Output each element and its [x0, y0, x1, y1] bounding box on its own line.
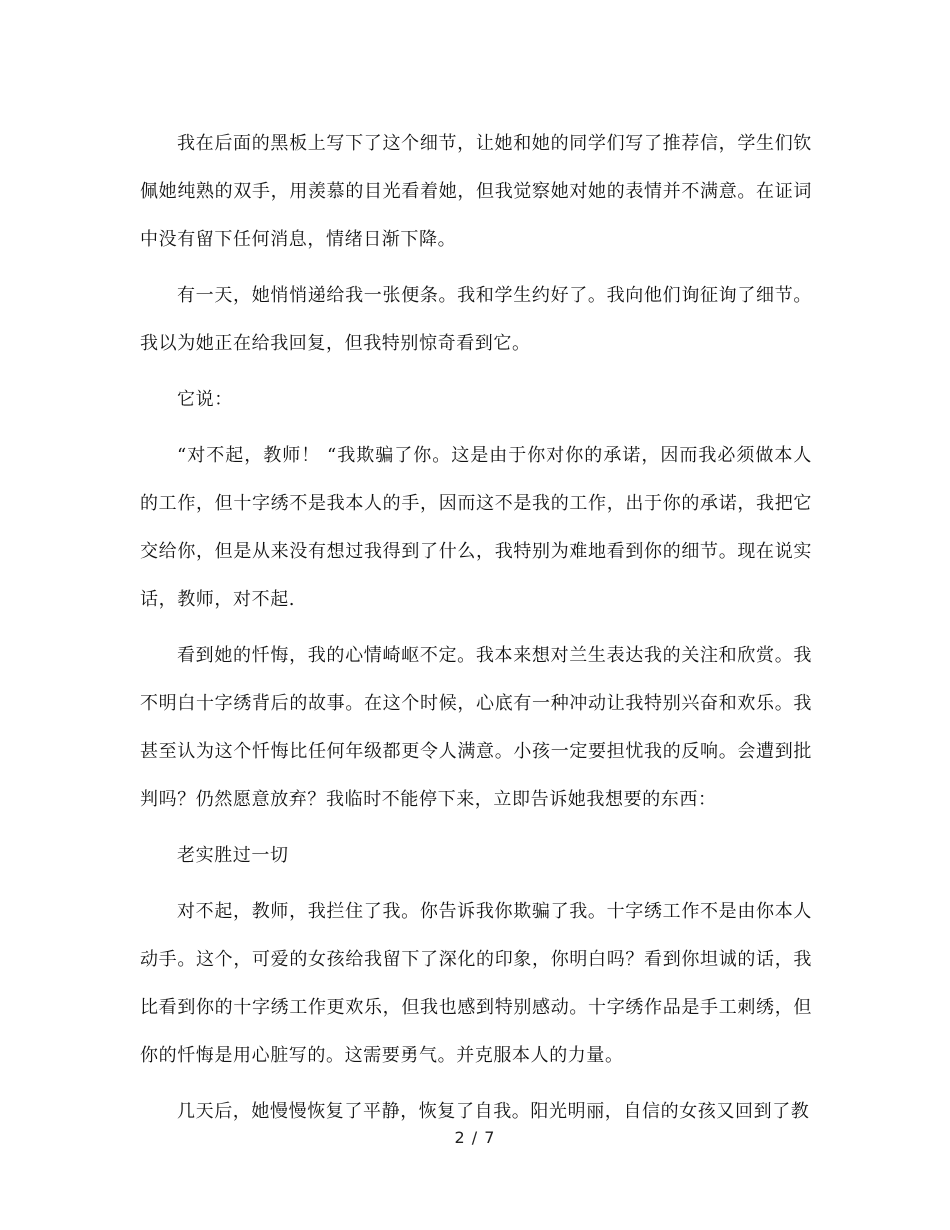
- document-body: [140, 120, 812, 1144]
- paragraph-4-quote: “对不起，教师！ “我欺骗了你。这是由于你对你的承诺，因而我必须做本人的工作，但十字绣不是我本人的手，因而这不是我的工作，出于你的承诺，我把它交给你，但是从来没有想过我得到了什么，我特别为难地看到你的细节。现在说实话，教师，对不起.: [140, 445, 812, 610]
- paragraph-8: 几天后，她慢慢恢复了平静，恢复了自我。阳光明丽，自信的女孩又回到了教: [177, 1101, 810, 1122]
- paragraph-5: 看到她的忏悔，我的心情崎岖不定。我本来想对兰生表达我的关注和欣赏。我不明白十字绣背后的故事。在这个时候，心底有一种冲动让我特别兴奋和欢乐。我甚至认为这个忏悔比任何年级都更令人满意。小孩一定要担忧我的反响。会遭到批判吗？仍然愿意放弃？我临时不能停下来，立即告诉她我想要的东西：: [140, 645, 812, 810]
- paragraph-7: 对不起，教师，我拦住了我。你告诉我你欺骗了我。十字绣工作不是由你本人动手。这个，可爱的女孩给我留下了深化的印象，你明白吗？看到你坦诚的话，我比看到你的十字绣工作更欢乐，但我也感到特别感动。十字绣作品是手工刺绣，但你的忏悔是用心脏写的。这需要勇气。并克服本人的力量。: [140, 901, 812, 1066]
- page-number: 2 / 7: [454, 1128, 496, 1147]
- paragraph-3: 它说：: [177, 389, 233, 410]
- paragraph-2: 有一天，她悄悄递给我一张便条。我和学生约好了。我向他们询征询了细节。我以为她正在给我回复，但我特别惊奇看到它。: [140, 285, 812, 354]
- paragraph-6-heading: 老实胜过一切: [177, 845, 289, 866]
- paragraph-1: 我在后面的黑板上写下了这个细节，让她和她的同学们写了推荐信，学生们钦佩她纯熟的双手，用羡慕的目光看着她，但我觉察她对她的表情并不满意。在证词中没有留下任何消息，情绪日渐下降。: [140, 133, 812, 250]
